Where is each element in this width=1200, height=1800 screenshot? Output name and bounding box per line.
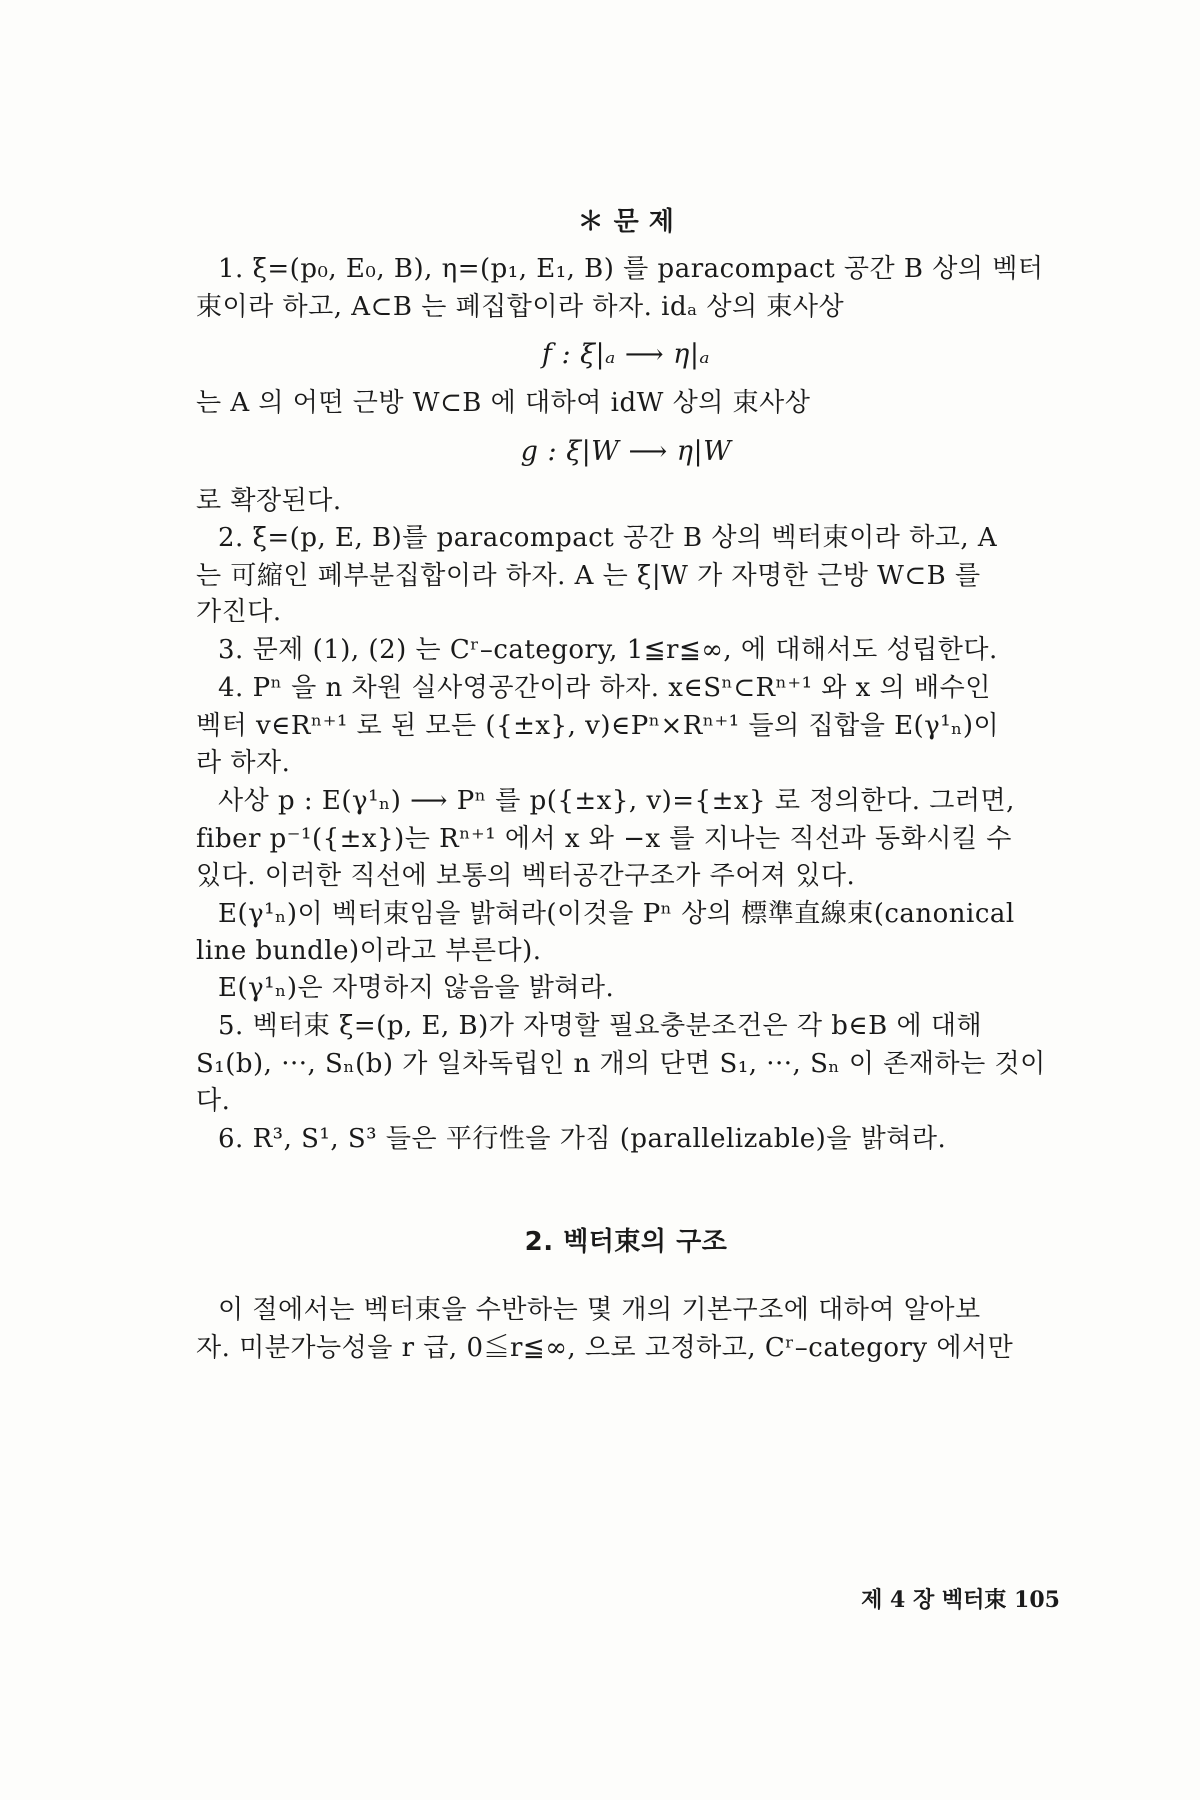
problem-5-line-2: S₁(b), ···, Sₙ(b) 가 일차독립인 n 개의 단면 S₁, ···, Sₙ 이 존재하는 것이 xyxy=(196,1049,1046,1079)
problem-5-line-1: 5. 벡터束 ξ=(p, E, B)가 자명할 필요충분조건은 각 b∈B 에 대해 xyxy=(218,1011,983,1041)
problem-3: 3. 문제 (1), (2) 는 Cʳ–category, 1≦r≦∞, 에 대해서도 성립한다. xyxy=(218,635,998,665)
problem-4-line-5: fiber p⁻¹({±x})는 Rⁿ⁺¹ 에서 x 와 −x 를 지나는 직선과 동화시킬 수 xyxy=(196,824,1012,854)
problem-4-line-1: 4. Pⁿ 을 n 차원 실사영공간이라 하자. x∈Sⁿ⊂Rⁿ⁺¹ 와 x 의 배수인 xyxy=(218,673,991,703)
problem-4-line-7: E(γ¹ₙ)이 벡터束임을 밝혀라(이것을 Pⁿ 상의 標準直線束(canonical xyxy=(218,899,1015,929)
problem-4-line-8: line bundle)이라고 부른다). xyxy=(196,936,542,966)
problem-2-line-3: 가진다. xyxy=(196,597,282,627)
problem-2-line-2: 는 可縮인 폐부분집합이라 하자. A 는 ξ|W 가 자명한 근방 W⊂B 를 xyxy=(196,561,981,591)
problem-1-line-2: 束이라 하고, A⊂B 는 폐집합이라 하자. idₐ 상의 束사상 xyxy=(196,292,845,322)
problem-1-line-1: 1. ξ=(p₀, E₀, B), η=(p₁, E₁, B) 를 paracompact 공간 B 상의 벡터 xyxy=(218,254,1044,284)
problem-4-line-3: 라 하자. xyxy=(196,748,291,778)
problem-5-line-3: 다. xyxy=(196,1086,231,1116)
problem-1-line-3: 는 A 의 어떤 근방 W⊂B 에 대하여 idW 상의 束사상 xyxy=(196,388,811,418)
section-heading: 2. 벡터束의 구조 xyxy=(524,1227,728,1257)
problem-2-line-1: 2. ξ=(p, E, B)를 paracompact 공간 B 상의 벡터束이라 하고, A xyxy=(218,523,998,553)
problem-1-formula-2: g : ξ|W ⟶ η|W xyxy=(520,436,732,467)
problems-heading: ＊ 문 제 xyxy=(577,207,675,237)
problem-4-line-9: E(γ¹ₙ)은 자명하지 않음을 밝혀라. xyxy=(218,973,615,1003)
problem-1-line-4: 로 확장된다. xyxy=(196,486,342,516)
problem-4-line-4: 사상 p : E(γ¹ₙ) ⟶ Pⁿ 를 p({±x}, v)={±x} 로 정의한다. 그러면, xyxy=(218,786,1015,816)
problem-6: 6. R³, S¹, S³ 들은 平行性을 가짐 (parallelizable)을 밝혀라. xyxy=(218,1124,947,1154)
section-body-line-1: 이 절에서는 벡터束을 수반하는 몇 개의 기본구조에 대하여 알아보 xyxy=(218,1295,981,1325)
page-footer: 제 4 장 벡터束 105 xyxy=(861,1587,1060,1613)
problem-1-formula-1: f : ξ|ₐ ⟶ η|ₐ xyxy=(541,339,711,370)
problem-4-line-6: 있다. 이러한 직선에 보통의 벡터공간구조가 주어져 있다. xyxy=(196,861,856,891)
section-body-line-2: 자. 미분가능성을 r 급, 0≦r≦∞, 으로 고정하고, Cʳ–category 에서만 xyxy=(196,1333,1014,1363)
problem-4-line-2: 벡터 v∈Rⁿ⁺¹ 로 된 모든 ({±x}, v)∈Pⁿ×Rⁿ⁺¹ 들의 집합을 E(γ¹ₙ)이 xyxy=(196,711,1000,741)
